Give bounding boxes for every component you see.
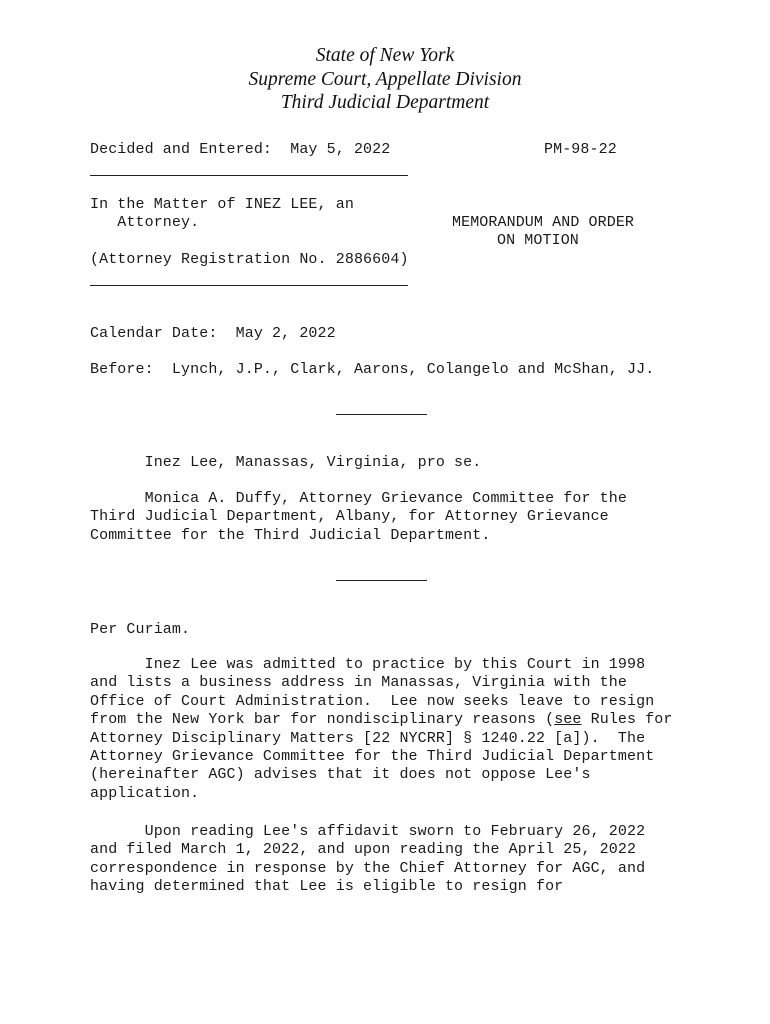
p1-line-2: and lists a business address in Manassas, Virginia with the <box>90 674 627 692</box>
before-line <box>90 361 654 379</box>
court-state: State of New York <box>315 45 455 66</box>
order-type-line-1: MEMORANDUM AND ORDER <box>452 214 635 231</box>
matter-line-1: In the Matter of INEZ LEE, an <box>90 196 354 213</box>
appearance-agc-line-3: Committee for the Third Judicial Department. <box>90 526 491 544</box>
p1-line-6: Attorney Grievance Committee for the Third Judicial Department <box>90 748 655 766</box>
p1-line-3: Office of Court Administration. Lee now seeks leave to resign <box>90 692 655 710</box>
matter-line-2: Attorney. <box>90 214 200 231</box>
opinion-paragraph-2 <box>90 823 645 897</box>
panel-judges: Lynch, J.P., Clark, Aarons, Colangelo and McShan, JJ. <box>171 361 655 378</box>
per-curiam-heading: Per Curiam. <box>90 621 191 638</box>
registration-number: (Attorney Registration No. 2886604) <box>90 251 409 268</box>
p1-line-5: Attorney Disciplinary Matters [22 NYCRR] § 1240.22 [a]). The <box>90 729 646 747</box>
p1-line-7: (hereinafter AGC) advises that it does not oppose Lee's <box>90 766 591 784</box>
p2-line-1: Upon reading Lee's affidavit sworn to February 26, 2022 <box>90 823 646 840</box>
caption-bottom-rule <box>90 285 408 286</box>
calendar-date: May 2, 2022 <box>235 325 336 342</box>
opinion-paragraph-1 <box>90 656 673 803</box>
p1-line-4: from the New York bar for nondisciplinary reasons (see Rules for <box>90 711 673 729</box>
court-name: Supreme Court, Appellate Division <box>248 68 522 90</box>
p2-line-4: having determined that Lee is eligible to resign for <box>90 878 564 896</box>
appearance-pro-se: Inez Lee, Manassas, Virginia, pro se. <box>144 454 482 471</box>
court-department: Third Judicial Department <box>280 92 490 113</box>
calendar-label: Calendar Date: <box>90 325 218 342</box>
decided-line <box>90 141 390 159</box>
section-divider-1 <box>336 414 427 415</box>
p2-line-3: correspondence in response by the Chief Attorney for AGC, and <box>90 859 646 877</box>
decided-date: May 5, 2022 <box>290 141 391 158</box>
order-type-line-2: ON MOTION <box>497 232 579 249</box>
before-label: Before: <box>90 361 154 378</box>
appearance-agc-line-2: Third Judicial Department, Albany, for Attorney Grievance <box>90 508 609 526</box>
appearance-agc-line-1: Monica A. Duffy, Attorney Grievance Committee for the <box>144 490 627 507</box>
p2-line-2: and filed March 1, 2022, and upon reading the April 25, 2022 <box>90 841 637 859</box>
p1-line-8: application. <box>90 784 200 802</box>
decided-label: Decided and Entered: <box>90 141 273 158</box>
appearance-agc <box>90 490 627 545</box>
court-header <box>0 44 770 115</box>
section-divider-2 <box>336 580 427 581</box>
p1-line-1: Inez Lee was admitted to practice by this Court in 1998 <box>90 656 646 673</box>
caption-top-rule <box>90 175 408 176</box>
citation-signal-see: see <box>554 711 582 729</box>
calendar-line <box>90 325 336 343</box>
docket-number: PM-98-22 <box>544 141 617 158</box>
